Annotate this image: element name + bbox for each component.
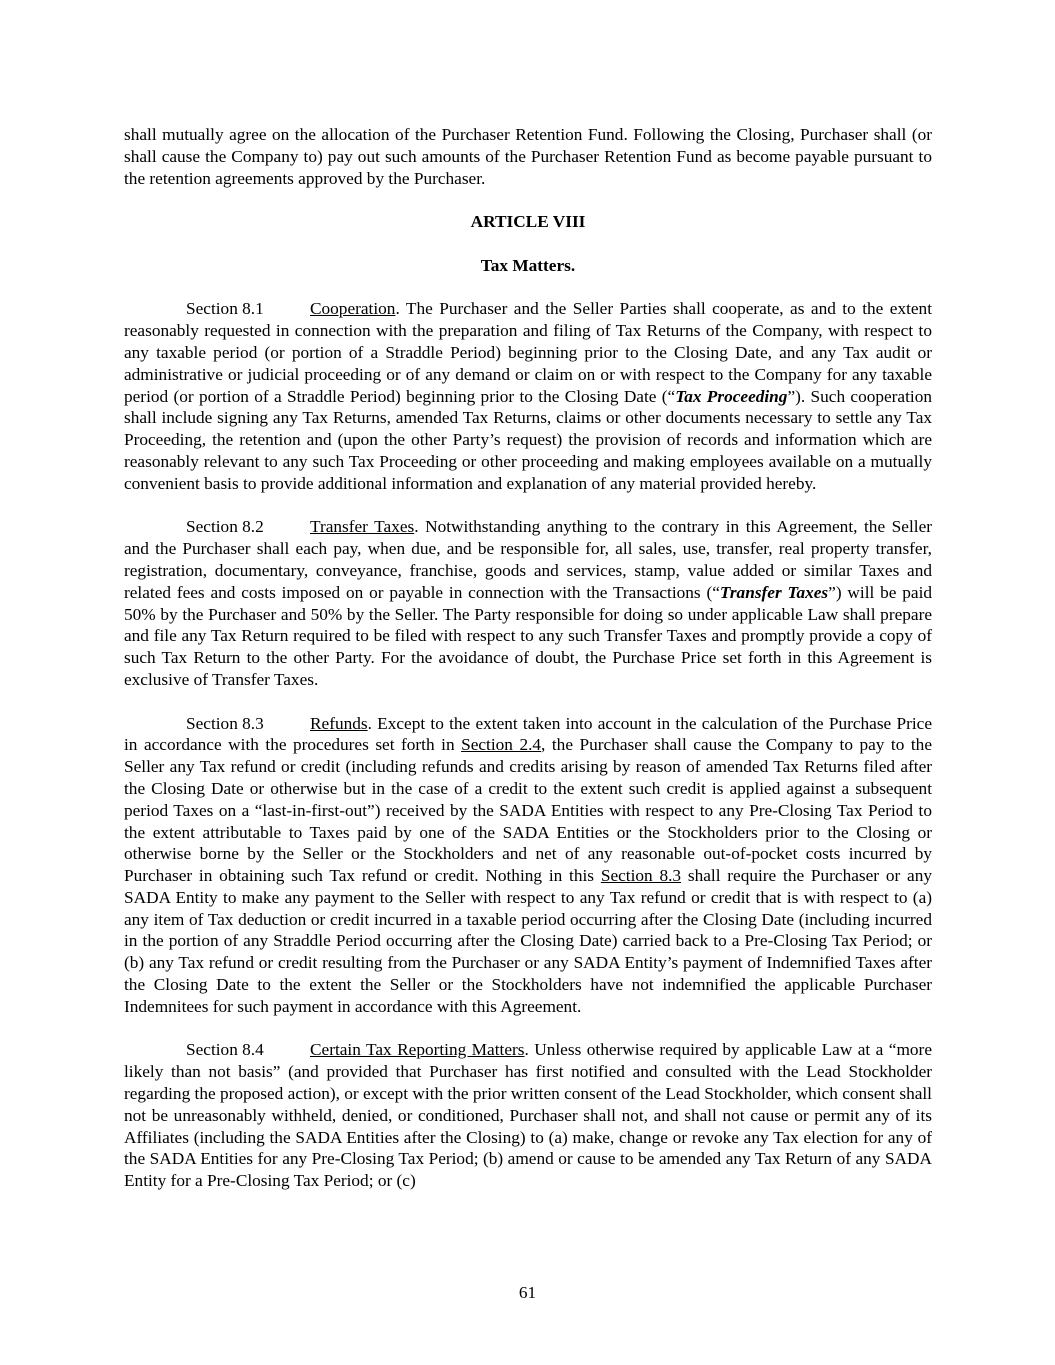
- section-title: Cooperation: [310, 299, 396, 319]
- section-reference: Section 2.4: [461, 735, 542, 755]
- section-label: Section 8.3: [186, 713, 264, 733]
- section-label: Section 8.1: [186, 299, 264, 319]
- article-title: Tax Matters.: [480, 255, 576, 275]
- section-8-2: [124, 516, 932, 690]
- section-reference: Section 8.3: [600, 866, 682, 886]
- section-text: ”). Such cooperation shall include signing any Tax Returns, amended Tax Returns, claims or other documents necessary to settle any Tax Proceeding, the retention and (upon the other Party’s request) the provision of records and information which are reasonably relevant to any such Tax Proceeding or other proceeding and making employees available on a mutually convenient basis to provide additional information and explanation of any material provided hereby.: [124, 386, 932, 493]
- section-label: Section 8.4: [186, 1040, 264, 1060]
- page-number: 61: [518, 1283, 537, 1302]
- section-text: . Except to the extent taken into account in the calculation of the Purchase Price in accordance with the procedures set forth in: [124, 713, 932, 755]
- document-page: [124, 124, 932, 1214]
- section-text: shall require the Purchaser or any SADA Entity to make any payment to the Seller with respect to any Tax refund or credit that is with respect to (a) any item of Tax deduction or credit incurred in a taxable period occurring after the Closing Date (including incurred in the portion of any Straddle Period occurring after the Closing Date) carried back to a Pre-Closing Tax Period; or (b) any Tax refund or credit resulting from the Purchaser or any SADA Entity’s payment of Indemnified Taxes after the Closing Date to the extent the Seller or the Stockholders have not indemnified the applicable Purchaser Indemnitees for such payment in accordance with this Agreement.: [124, 866, 932, 1016]
- section-text: ”) will be paid 50% by the Purchaser and 50% by the Seller. The Party responsible for doing so under applicable Law shall prepare and file any Tax Return required to be filed with respect to any such Transfer Taxes and promptly provide a copy of such Tax Return to the other Party. For the avoidance of doubt, the Purchase Price set forth in this Agreement is exclusive of Transfer Taxes.: [124, 582, 933, 689]
- section-title: Refunds: [310, 713, 368, 733]
- defined-term: Transfer Taxes: [719, 582, 829, 602]
- section-8-4: [124, 1039, 932, 1192]
- section-title: Certain Tax Reporting Matters: [310, 1040, 525, 1060]
- section-text: , the Purchaser shall cause the Company to pay to the Seller any Tax refund or credit (including refunds and credits arising by reason of amended Tax Returns filed after the Closing Date or otherwise but in the case of a credit to the extent such credit is applied against a subsequent period Taxes on a “last-in-first-out”) received by the SADA Entities with respect to any Pre-Closing Tax Period to the extent attributable to Taxes paid by one of the SADA Entities or the Stockholders prior to the Closing or otherwise borne by the Seller or the Stockholders and net of any reasonable out-of-pocket costs incurred by Purchaser in obtaining such Tax refund or credit. Nothing in this: [124, 735, 932, 886]
- section-8-1: [124, 298, 932, 494]
- section-text: . Notwithstanding anything to the contrary in this Agreement, the Seller and the Purchaser shall each pay, when due, and be responsible for, all sales, use, transfer, real property transfer, registration, documentary, conveyance, franchise, goods and services, stamp, value added or similar Taxes and related fees and costs imposed on or payable in connection with the Transactions (“: [124, 517, 932, 602]
- section-text: . The Purchaser and the Seller Parties shall cooperate, as and to the extent reasonably requested in connection with the preparation and filing of Tax Returns of the Company, with respect to any taxable period (or portion of a Straddle Period) beginning prior to the Closing Date, and any Tax audit or administrative or judicial proceeding or of any demand or claim on or with respect to the Company for any taxable period (or portion of a Straddle Period) beginning prior to the Closing Date (“: [124, 299, 932, 406]
- defined-term: Tax Proceeding: [675, 386, 788, 406]
- section-label: Section 8.2: [186, 517, 264, 537]
- intro-paragraph: shall mutually agree on the allocation of the Purchaser Retention Fund. Following the Closing, Purchaser shall (or shall cause the Company to) pay out such amounts of the Purchaser Retention Fund as become payable pursuant to the retention agreements approved by the Purchaser.: [124, 125, 932, 188]
- section-text: . Unless otherwise required by applicable Law at a “more likely than not basis” (and provided that Purchaser has first notified and consulted with the Lead Stockholder regarding the proposed action), or except with the prior written consent of the Lead Stockholder, which consent shall not be unreasonably withheld, denied, or conditioned, Purchaser shall not, and shall not cause or permit any of its Affiliates (including the SADA Entities after the Closing) to (a) make, change or revoke any Tax election for any of the SADA Entities for any Pre-Closing Tax Period; (b) amend or cause to be amended any Tax Return of any SADA Entity for a Pre-Closing Tax Period; or (c): [124, 1040, 932, 1191]
- section-title: Transfer Taxes: [310, 517, 415, 537]
- article-number: ARTICLE VIII: [470, 212, 586, 232]
- section-8-3: [124, 713, 932, 1018]
